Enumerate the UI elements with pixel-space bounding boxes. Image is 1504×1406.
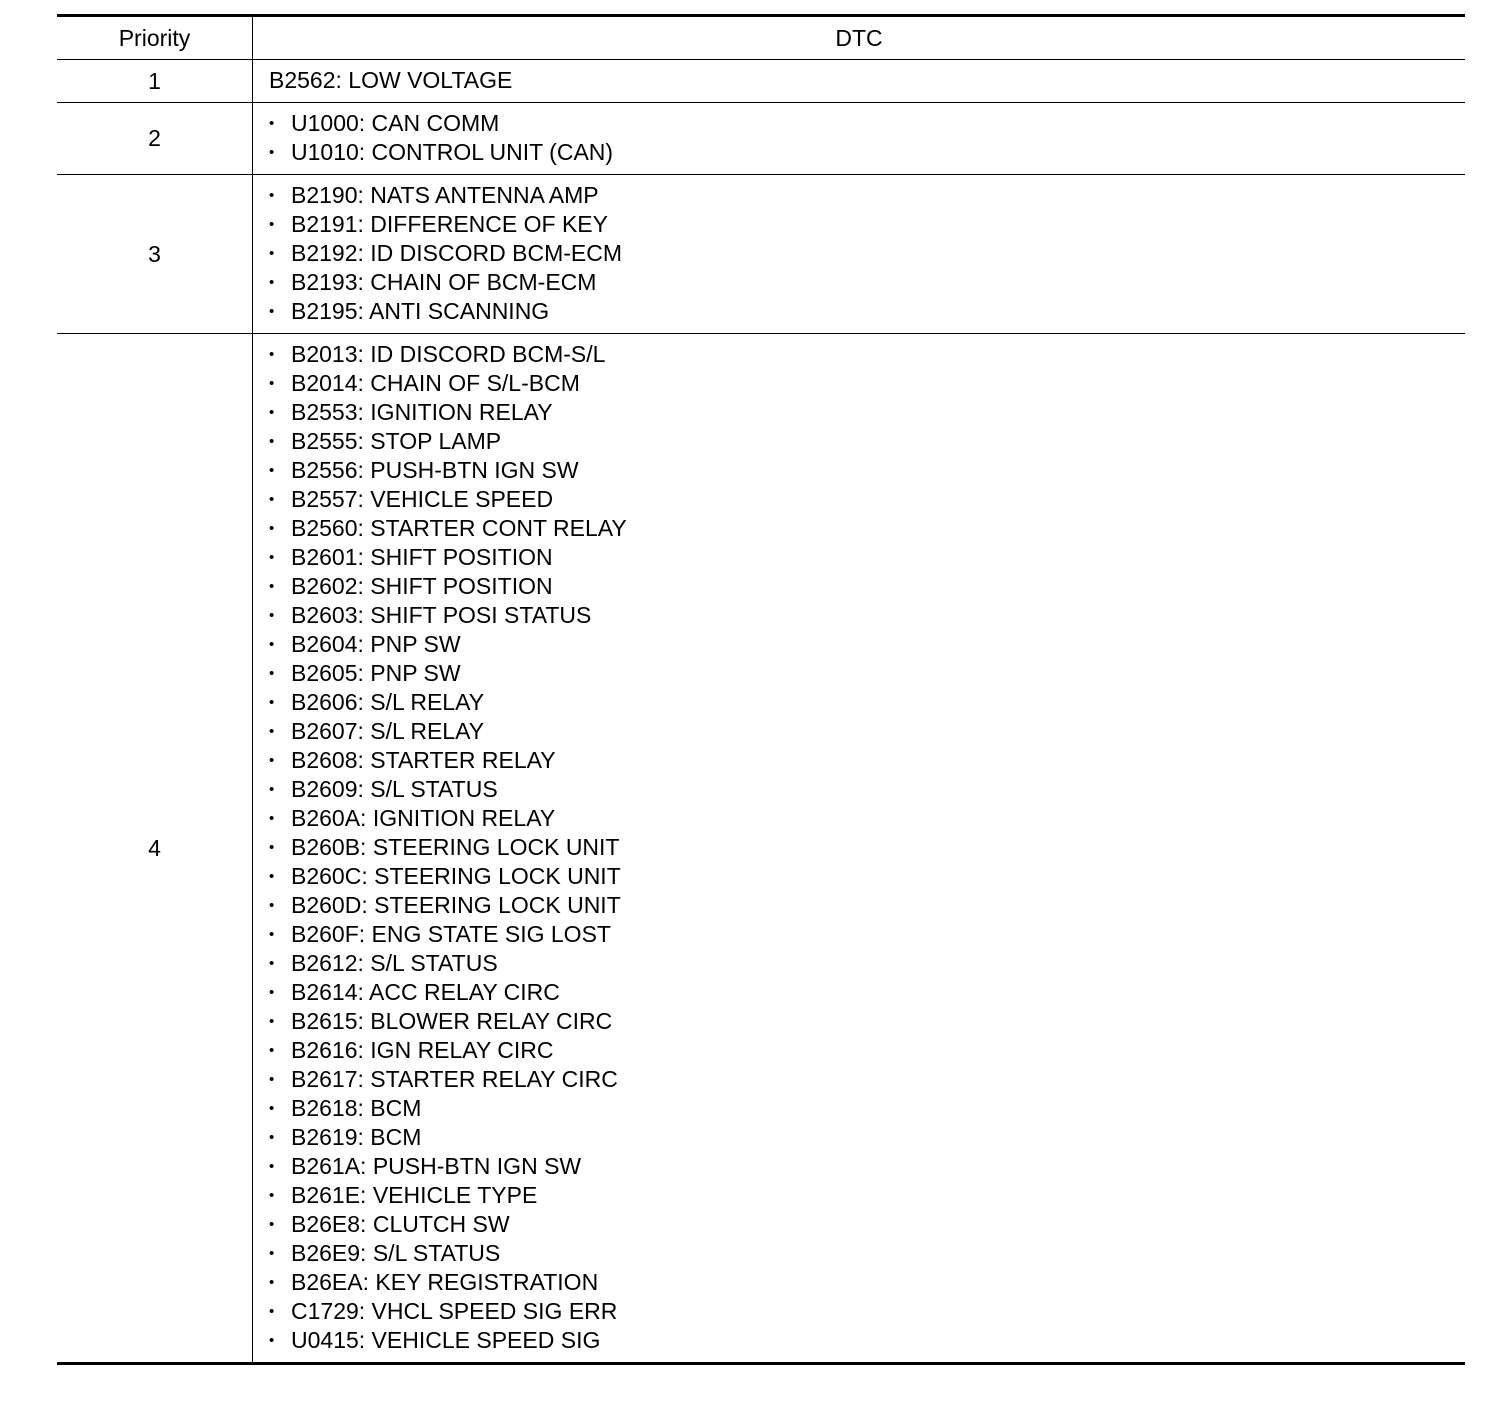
header-row xyxy=(57,16,1465,60)
dtc-cell xyxy=(253,175,1466,334)
dtc-list-item: • B26EA: KEY REGISTRATION xyxy=(269,1268,1465,1297)
dtc-list-item: • B2193: CHAIN OF BCM-ECM xyxy=(269,268,1465,297)
dtc-cell xyxy=(253,60,1466,103)
priority-column-header: Priority xyxy=(57,16,253,60)
dtc-list-item: • B26E8: CLUTCH SW xyxy=(269,1210,1465,1239)
priority-cell: 1 xyxy=(57,60,253,103)
dtc-list-item: • B2605: PNP SW xyxy=(269,659,1465,688)
dtc-list xyxy=(253,175,1465,333)
dtc-list xyxy=(253,334,1465,1362)
dtc-list-item: • B2609: S/L STATUS xyxy=(269,775,1465,804)
table-row xyxy=(57,334,1465,1364)
dtc-list-item: • B260B: STEERING LOCK UNIT xyxy=(269,833,1465,862)
dtc-list-item: • B2604: PNP SW xyxy=(269,630,1465,659)
dtc-list-item: • B2191: DIFFERENCE OF KEY xyxy=(269,210,1465,239)
dtc-list-item: • B2612: S/L STATUS xyxy=(269,949,1465,978)
dtc-list-item: • B260D: STEERING LOCK UNIT xyxy=(269,891,1465,920)
dtc-list-item: • B260F: ENG STATE SIG LOST xyxy=(269,920,1465,949)
dtc-list-item: • B2619: BCM xyxy=(269,1123,1465,1152)
dtc-list-item: • B2195: ANTI SCANNING xyxy=(269,297,1465,326)
table-row xyxy=(57,175,1465,334)
dtc-item: B2562: LOW VOLTAGE xyxy=(269,67,513,93)
dtc-list-item: • B2557: VEHICLE SPEED xyxy=(269,485,1465,514)
dtc-list-item: • B260A: IGNITION RELAY xyxy=(269,804,1465,833)
dtc-list-item: • B2608: STARTER RELAY xyxy=(269,746,1465,775)
priority-cell: 3 xyxy=(57,175,253,334)
dtc-list-item: • B2602: SHIFT POSITION xyxy=(269,572,1465,601)
priority-cell: 2 xyxy=(57,103,253,175)
dtc-list-item: • B2616: IGN RELAY CIRC xyxy=(269,1036,1465,1065)
dtc-list-item: • B2013: ID DISCORD BCM-S/L xyxy=(269,340,1465,369)
dtc-list-item: • B2615: BLOWER RELAY CIRC xyxy=(269,1007,1465,1036)
dtc-list-item: • B2618: BCM xyxy=(269,1094,1465,1123)
dtc-list-item: • B2192: ID DISCORD BCM-ECM xyxy=(269,239,1465,268)
dtc-list-item: • B2556: PUSH-BTN IGN SW xyxy=(269,456,1465,485)
table-body xyxy=(57,60,1465,1364)
dtc-list-item: • B2560: STARTER CONT RELAY xyxy=(269,514,1465,543)
dtc-list-item: • B2014: CHAIN OF S/L-BCM xyxy=(269,369,1465,398)
dtc-list-item: • B261A: PUSH-BTN IGN SW xyxy=(269,1152,1465,1181)
dtc-list-item: • B2553: IGNITION RELAY xyxy=(269,398,1465,427)
dtc-column-header: DTC xyxy=(253,16,1466,60)
dtc-list-item: • B260C: STEERING LOCK UNIT xyxy=(269,862,1465,891)
dtc-list-item: • U0415: VEHICLE SPEED SIG xyxy=(269,1326,1465,1355)
dtc-list-item: • U1000: CAN COMM xyxy=(269,109,1465,138)
dtc-list-item: • B2606: S/L RELAY xyxy=(269,688,1465,717)
table-header xyxy=(57,16,1465,60)
dtc-list-item: • B261E: VEHICLE TYPE xyxy=(269,1181,1465,1210)
dtc-list-item: • U1010: CONTROL UNIT (CAN) xyxy=(269,138,1465,167)
dtc-list-item: • B2607: S/L RELAY xyxy=(269,717,1465,746)
dtc-list-item: • B2190: NATS ANTENNA AMP xyxy=(269,181,1465,210)
table-row xyxy=(57,60,1465,103)
priority-cell: 4 xyxy=(57,334,253,1364)
dtc-list-item: • B2617: STARTER RELAY CIRC xyxy=(269,1065,1465,1094)
dtc-list-item: • B2555: STOP LAMP xyxy=(269,427,1465,456)
dtc-priority-table xyxy=(57,14,1465,1365)
table-row xyxy=(57,103,1465,175)
dtc-list-item: • B2603: SHIFT POSI STATUS xyxy=(269,601,1465,630)
dtc-list xyxy=(253,103,1465,174)
dtc-list-item: • B2601: SHIFT POSITION xyxy=(269,543,1465,572)
dtc-cell xyxy=(253,334,1466,1364)
dtc-list-item: • C1729: VHCL SPEED SIG ERR xyxy=(269,1297,1465,1326)
dtc-cell xyxy=(253,103,1466,175)
dtc-list-item: • B2614: ACC RELAY CIRC xyxy=(269,978,1465,1007)
dtc-list-item: • B26E9: S/L STATUS xyxy=(269,1239,1465,1268)
